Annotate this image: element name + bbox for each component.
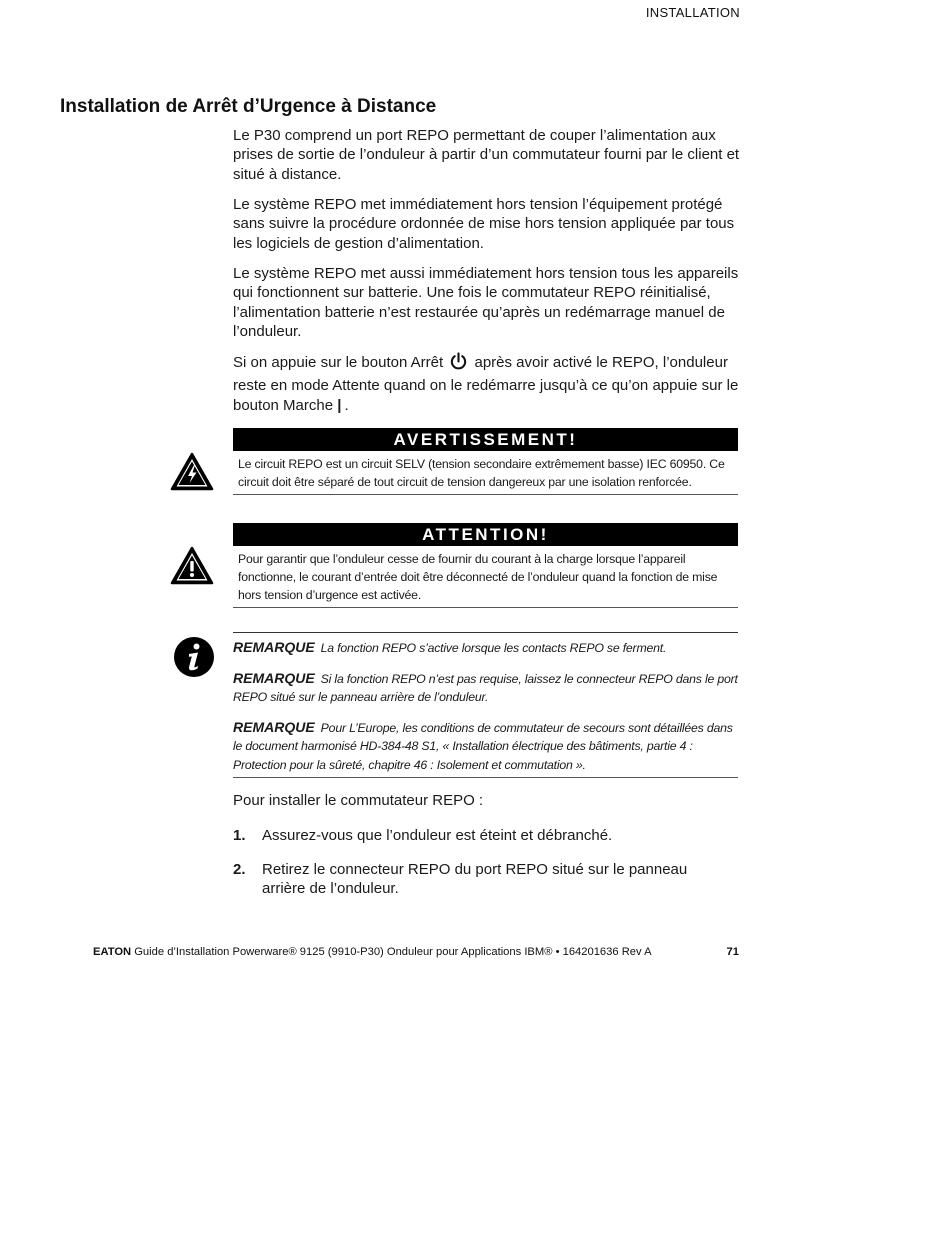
notes-block	[233, 632, 738, 778]
note-item	[233, 638, 738, 658]
note-label: REMARQUE	[233, 669, 315, 686]
note-text: La fonction REPO s’active lorsque les contacts REPO se ferment.	[320, 641, 667, 655]
caution-box	[233, 523, 738, 608]
note-text: Si la fonction REPO n’est pas requise, laissez le connecteur REPO dans le port REPO situé sur le panneau arrière de l’onduleur.	[233, 671, 738, 704]
electrical-hazard-icon	[170, 452, 214, 497]
paragraph-repo-standby	[233, 352, 743, 415]
step-number: 1.	[233, 827, 246, 844]
step-text: Assurez-vous que l’onduleur est éteint et débranché.	[262, 827, 613, 844]
warning-text: Le circuit REPO est un circuit SELV (tension secondaire extrêmement basse) IEC 60950. Ce circuit doit être séparé de tout circuit de tension dangereux par une isolation renforcée.	[233, 451, 738, 495]
note-item	[233, 669, 738, 707]
info-icon	[173, 636, 215, 683]
step-text: Retirez le connecteur REPO du port REPO situé sur le panneau arrière de l’onduleur.	[262, 861, 688, 898]
caution-exclamation-icon	[170, 546, 214, 591]
footer-brand: EATON	[93, 946, 132, 958]
p4-text-b: après avoir activé le REPO, l’onduleur reste en mode Attente quand on le redémarre jusqu’à ce qu’on appuie sur le bouton Marche	[233, 354, 739, 414]
paragraph-repo-battery: Le système REPO met aussi immédiatement hors tension tous les appareils qui fonctionnent sur batterie. Une fois le commutateur REPO réinitialisé, l’alimentation batterie n’est restaurée qu’après un redémarrage manuel de l’onduleur.	[233, 265, 739, 340]
note-label: REMARQUE	[233, 718, 315, 735]
caution-label: ATTENTION!	[233, 523, 738, 546]
p4-end: .	[344, 396, 349, 414]
power-off-icon	[449, 352, 468, 376]
footer-text: Guide d’Installation Powerware® 9125 (9910-P30) Onduleur pour Applications IBM® • 164201636 Rev A	[134, 946, 652, 958]
procedure-step	[233, 860, 713, 899]
page-footer	[93, 946, 739, 958]
step-number: 2.	[233, 861, 246, 878]
paragraph-repo-shutdown: Le système REPO met immédiatement hors tension l’équipement protégé sans suivre la procédure ordonnée de mise hors tension appliquée par tous les logiciels de gestion d’alimentation.	[233, 196, 735, 252]
warning-box	[233, 428, 738, 495]
note-label: REMARQUE	[233, 639, 315, 655]
note-item	[233, 718, 738, 775]
p4-text-a: Si on appuie sur le bouton Arrêt	[233, 354, 444, 371]
procedure-intro: Pour installer le commutateur REPO :	[233, 792, 484, 809]
section-title: Installation de Arrêt d’Urgence à Distance	[60, 96, 437, 117]
caution-text: Pour garantir que l’onduleur cesse de fournir du courant à la charge lorsque l’appareil fonctionne, le courant d’entrée doit être déconnecté de l’onduleur quand la fonction de mise hors tension d’urgence est activée.	[233, 546, 738, 608]
running-header: INSTALLATION	[645, 5, 740, 20]
note-text: Pour L’Europe, les conditions de commutateur de secours sont détaillées dans le document harmonisé HD-384-48 S1, « Installation électrique des bâtiments, partie 4 : Protection pour la sûreté, chapitre 46 : Isolement et commutation ».	[233, 720, 733, 772]
paragraph-repo-intro: Le P30 comprend un port REPO permettant de couper l’alimentation aux prises de sortie de l’onduleur à partir d’un commutateur fourni par le client et situé à distance.	[233, 127, 740, 183]
warning-label: AVERTISSEMENT!	[233, 428, 738, 451]
page-number: 71	[726, 946, 739, 958]
on-symbol: |	[337, 396, 342, 414]
procedure-step	[233, 826, 713, 845]
